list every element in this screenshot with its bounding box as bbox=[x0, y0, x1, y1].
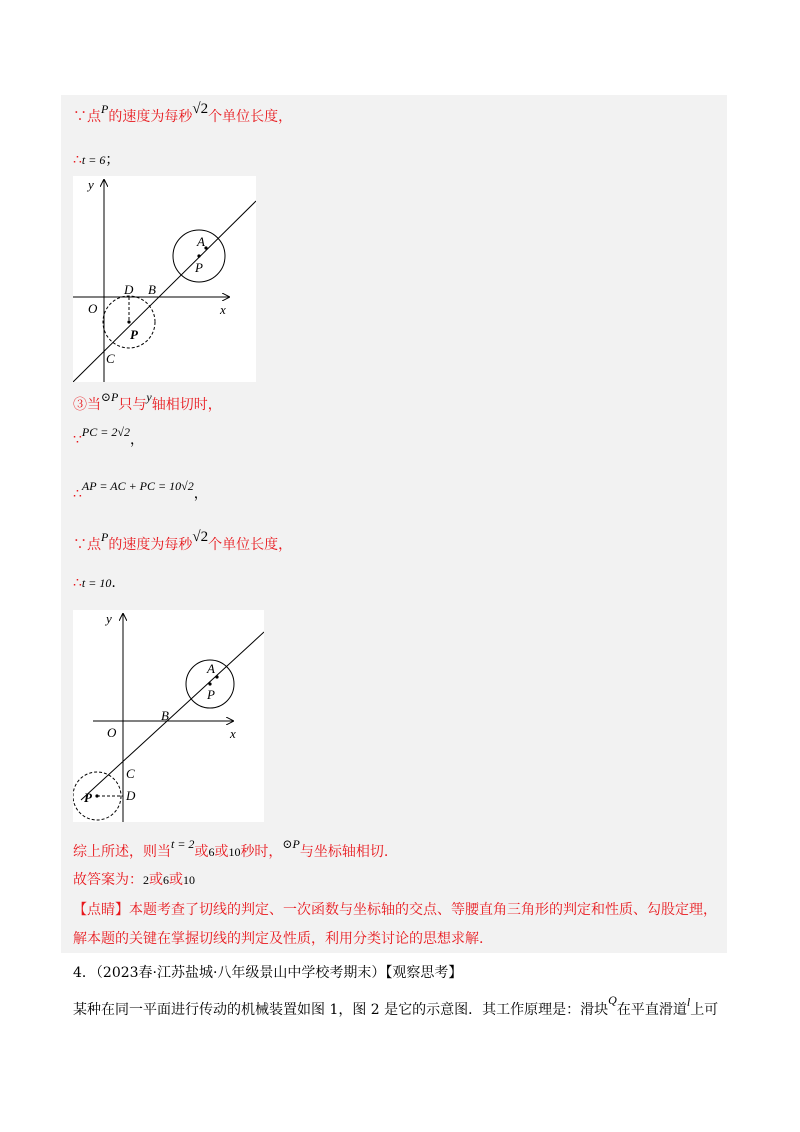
text: 或 bbox=[214, 844, 229, 860]
line-ab bbox=[81, 632, 264, 800]
equation: t = 2 bbox=[171, 837, 195, 851]
sqrt-two: √2 bbox=[192, 529, 209, 545]
solution-line-case3 bbox=[73, 390, 222, 415]
equation: t = 10 bbox=[81, 576, 112, 590]
solution-summary bbox=[73, 837, 389, 862]
var-l: l bbox=[686, 995, 691, 1009]
text: ∵点 bbox=[73, 537, 101, 553]
text: 上可 bbox=[690, 1002, 719, 1018]
label-d: D bbox=[124, 282, 134, 297]
label-p-lower: P bbox=[84, 790, 92, 805]
text: 轴相切时， bbox=[151, 397, 222, 413]
circle-p-symbol: ⊙P bbox=[282, 837, 300, 851]
label-x: x bbox=[230, 726, 236, 741]
label-y: y bbox=[88, 177, 94, 192]
therefore-symbol: ∴ bbox=[73, 152, 82, 168]
label-b: B bbox=[161, 708, 169, 723]
label-o: O bbox=[107, 725, 117, 740]
text: 故答案为： bbox=[73, 872, 143, 888]
point-a bbox=[215, 675, 218, 678]
label-y: y bbox=[106, 611, 112, 626]
value: 6 bbox=[208, 845, 215, 859]
label-x: x bbox=[220, 302, 226, 317]
because-symbol: ∵ bbox=[73, 432, 82, 448]
label-c: C bbox=[106, 351, 115, 366]
text: ； bbox=[105, 152, 120, 168]
solution-comment-line-2: 解本题的关键在掌握切线的判定及性质，利用分类讨论的思想求解. bbox=[73, 931, 484, 947]
label-p-upper: P bbox=[207, 687, 215, 702]
point-p-lower bbox=[127, 320, 130, 323]
var-p: P bbox=[101, 102, 109, 116]
text: 个单位长度， bbox=[208, 109, 293, 125]
figure-1 bbox=[73, 176, 256, 382]
figure-2 bbox=[73, 610, 264, 822]
solution-line-t6 bbox=[73, 150, 119, 170]
point-p-upper bbox=[208, 682, 211, 685]
equation: AP = AC + PC = 10√2 bbox=[81, 479, 194, 493]
text: 或 bbox=[169, 872, 183, 888]
solution-line-t10 bbox=[73, 573, 116, 593]
text: 或 bbox=[149, 872, 163, 888]
text: 的速度为每秒 bbox=[108, 537, 193, 553]
circle-p-symbol: ⊙P bbox=[101, 390, 119, 404]
label-p-lower: P bbox=[130, 327, 138, 342]
value: 2 bbox=[143, 873, 149, 887]
problem-heading: 4．（2023春·江苏盐城·八年级景山中学校考期末）【观察思考】 bbox=[73, 965, 463, 981]
text: 的速度为每秒 bbox=[108, 109, 193, 125]
solution-comment-line-1: 【点睛】本题考查了切线的判定、一次函数与坐标轴的交点、等腰直角三角形的判定和性质、勾股定理， bbox=[73, 902, 717, 918]
figure-2-svg bbox=[73, 610, 264, 822]
label-a: A bbox=[197, 234, 205, 249]
text: 与坐标轴相切. bbox=[299, 844, 389, 860]
sqrt-two: √2 bbox=[192, 101, 209, 117]
text: 在平直滑道 bbox=[616, 1002, 687, 1018]
value: 10 bbox=[183, 873, 195, 887]
var-y: y bbox=[146, 390, 152, 404]
text: . bbox=[111, 575, 116, 591]
point-p-lower bbox=[95, 794, 98, 797]
solution-line-speed-2 bbox=[73, 529, 293, 555]
text: ， bbox=[129, 432, 144, 448]
therefore-symbol: ∴ bbox=[73, 575, 82, 591]
text: 某种在同一平面进行传动的机械装置如图 1，图 2 是它的示意图．其工作原理是：滑块 bbox=[73, 1002, 609, 1018]
equation: t = 6 bbox=[81, 153, 106, 167]
label-o: O bbox=[88, 301, 98, 316]
label-d: D bbox=[126, 788, 136, 803]
var-p: P bbox=[101, 530, 109, 544]
problem-text bbox=[73, 993, 719, 1020]
point-p-upper bbox=[197, 254, 200, 257]
equation: PC = 2√2 bbox=[81, 425, 130, 439]
text: 只与 bbox=[118, 397, 147, 413]
figure-1-svg bbox=[73, 176, 256, 382]
value: 10 bbox=[228, 845, 241, 859]
text: 个单位长度， bbox=[208, 537, 293, 553]
text: 或 bbox=[194, 844, 209, 860]
solution-line-pc bbox=[73, 425, 144, 450]
therefore-symbol: ∴ bbox=[73, 486, 82, 502]
text: 综上所述，则当 bbox=[73, 844, 171, 860]
label-b: B bbox=[148, 282, 156, 297]
label-a: A bbox=[207, 661, 215, 676]
var-q: Q bbox=[608, 993, 617, 1007]
label-c: C bbox=[126, 766, 135, 781]
text: ， bbox=[193, 486, 208, 502]
solution-line-speed-1 bbox=[73, 101, 293, 127]
line-ab bbox=[73, 201, 256, 382]
value: 6 bbox=[163, 873, 169, 887]
text: ③当 bbox=[73, 397, 101, 413]
text: ∵点 bbox=[73, 109, 101, 125]
label-p-upper: P bbox=[195, 260, 203, 275]
solution-line-ap bbox=[73, 479, 208, 504]
text: 秒时， bbox=[240, 844, 283, 860]
solution-answer bbox=[73, 870, 195, 890]
